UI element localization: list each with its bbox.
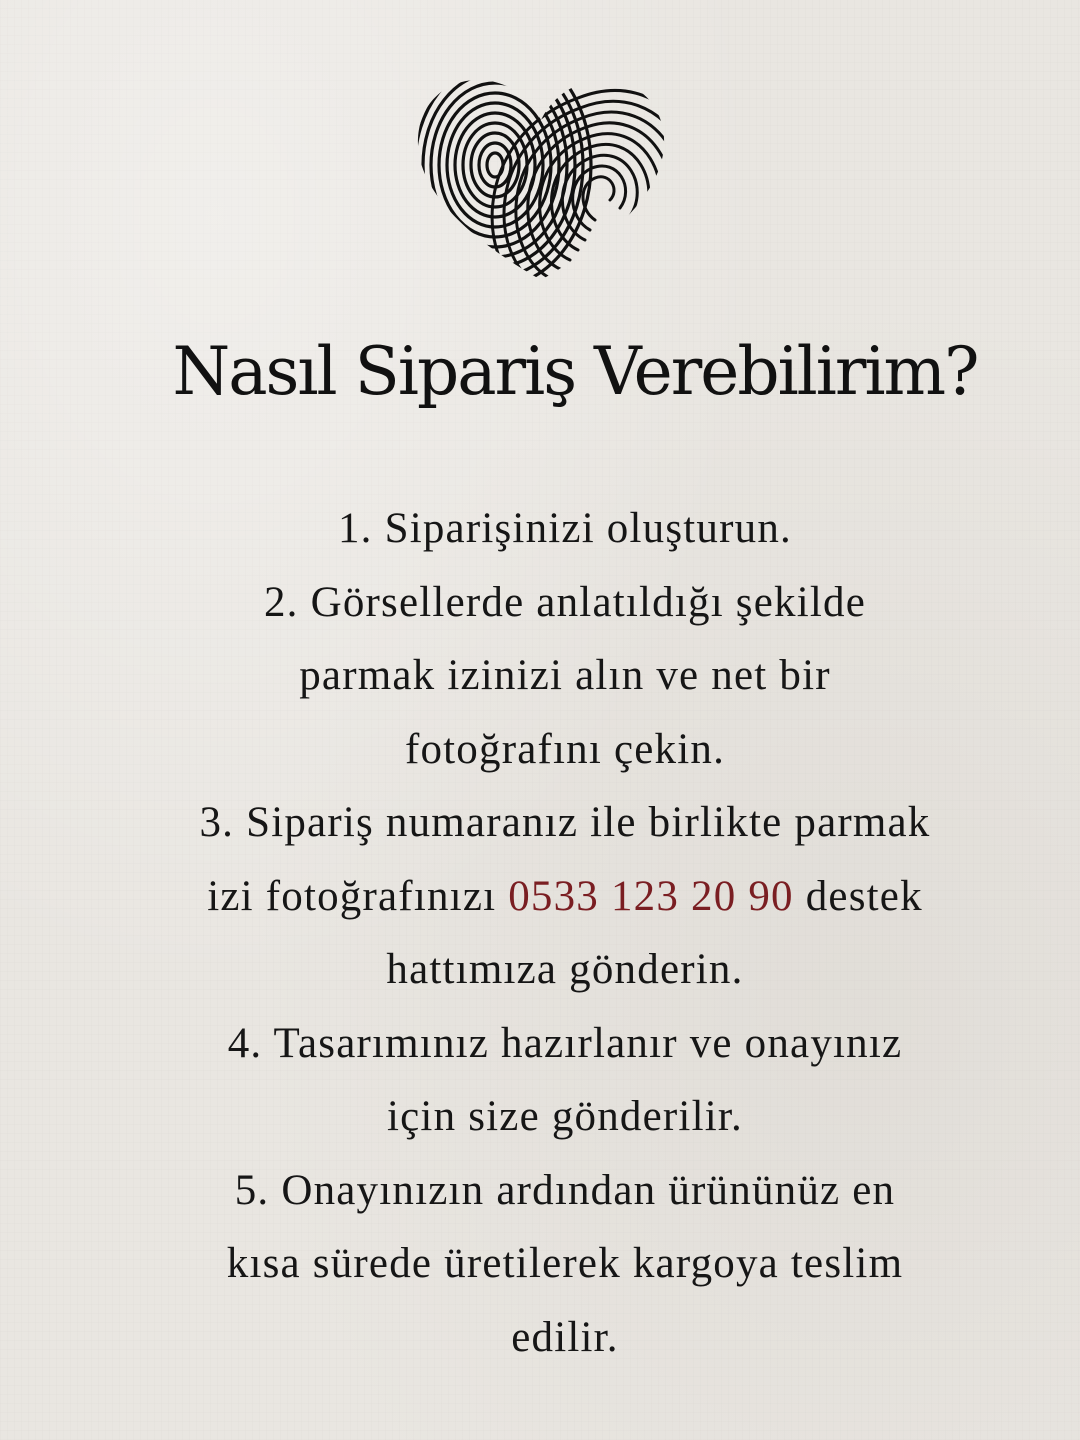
step-line: hattımıza gönderin. xyxy=(386,946,744,993)
step-line: fotoğrafını çekin. xyxy=(404,725,726,773)
step-line: 2. Görsellerde anlatıldığı şekilde xyxy=(263,578,867,626)
step-line: 5. Onayınızın ardından ürününüz en xyxy=(234,1166,896,1214)
fingerprint-heart-icon xyxy=(410,70,672,292)
step-line: için size gönderilir. xyxy=(387,1093,743,1140)
order-steps xyxy=(90,492,1040,1374)
step-text: izi fotoğrafınızı xyxy=(207,872,509,920)
step-line: 1. Siparişinizi oluşturun. xyxy=(337,505,793,552)
step-line: 4. Tasarımınız hazırlanır ve onayınız xyxy=(227,1019,903,1067)
step-line: edilir. xyxy=(511,1313,619,1361)
step-line: kısa sürede üretilerek kargoya teslim xyxy=(226,1240,904,1287)
step-text: destek xyxy=(793,872,923,920)
step-line: parmak izinizi alın ve net bir xyxy=(299,652,831,699)
step-line-with-phone xyxy=(90,860,1040,934)
support-phone-number[interactable]: 0533 123 20 90 xyxy=(508,872,794,920)
page-title: Nasıl Sipariş Verebilirim? xyxy=(172,333,978,410)
step-line: 3. Sipariş numaranız ile birlikte parmak xyxy=(199,799,931,846)
